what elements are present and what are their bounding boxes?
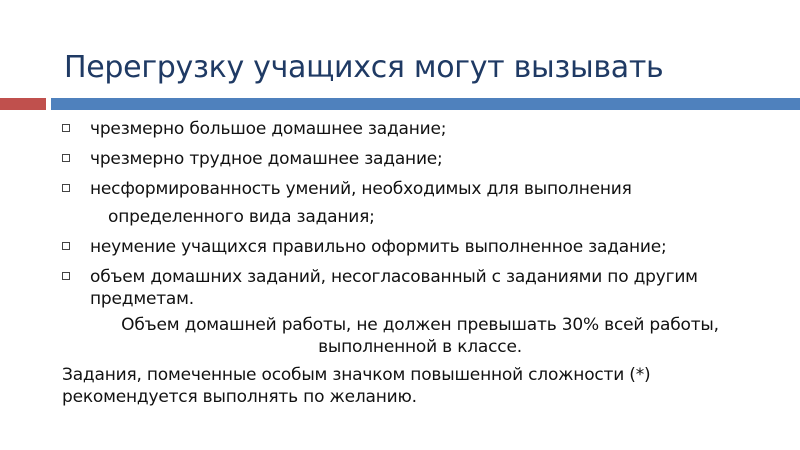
hollow-square-bullet-icon [62,184,70,192]
title-rule-accent-blue [51,98,800,110]
workload-note-line: Объем домашней работы, не должен превышать 30% всей работы, [121,315,719,335]
bullet-text: несформированность умений, необходимых для выполнения [90,179,632,199]
workload-note [60,314,780,358]
difficulty-note [62,364,762,408]
bullet-continuation: определенного вида задания; [108,207,375,227]
workload-note-line: выполненной в классе. [318,337,522,357]
hollow-square-bullet-icon [62,154,70,162]
title-rule-accent-red [0,98,46,110]
hollow-square-bullet-icon [62,242,70,250]
bullet-text: неумение учащихся правильно оформить выполненное задание; [90,237,667,257]
bullet-text: чрезмерно трудное домашнее задание; [90,149,443,169]
difficulty-note-line: Задания, помеченные особым значком повышенной сложности (*) [62,365,651,385]
difficulty-note-line: рекомендуется выполнять по желанию. [62,387,417,407]
slide-title: Перегрузку учащихся могут вызывать [64,50,664,85]
bullet-text: чрезмерно большое домашнее задание; [90,119,447,139]
bullet-text: объем домашних заданий, несогласованный с заданиями по другим предметам. [90,267,698,309]
hollow-square-bullet-icon [62,272,70,280]
hollow-square-bullet-icon [62,124,70,132]
